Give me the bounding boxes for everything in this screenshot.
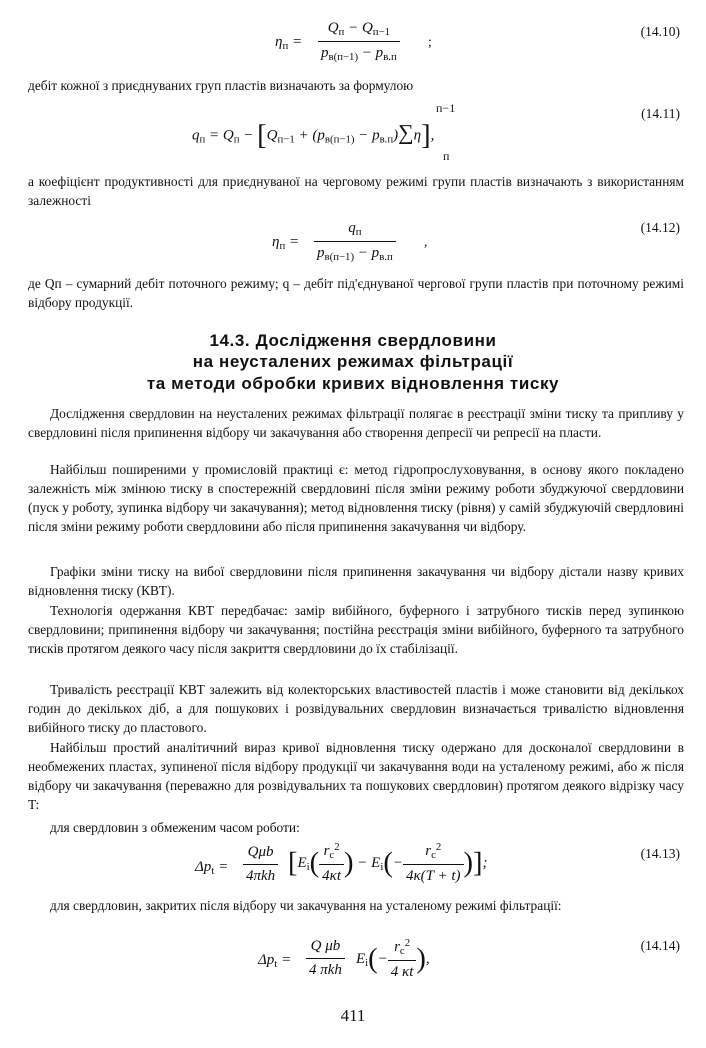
- section-heading: [0, 330, 706, 394]
- paragraph: Дослідження свердловин на неусталених режимах фільтрації полягає в реєстрації зміни тиску та припливу у свердловині після припинення відбору чи закачування або створення депресії чи репресії на пласти.: [28, 406, 684, 441]
- page-number: 411: [340, 1006, 366, 1025]
- paragraph: Графіки зміни тиску на вибої свердловини після припинення закачування чи відбору дістали назву кривих відновлення тиску (КВТ).: [28, 564, 684, 599]
- heading-line: та методи обробки кривих відновлення тиску: [146, 373, 560, 393]
- paragraph: для свердловин, закритих після відбору чи закачування на усталеному режимі фільтрації:: [50, 898, 562, 913]
- equation-number: (14.14): [640, 938, 680, 953]
- paragraph: Найбільш простий аналітичний вираз кривої відновлення тиску одержано для досконалої свердловини в необмежених пластах, зупиненої після відбору продукції чи закачування води на усталеному режимі, або ж після відбору чи закачування (переважно для розвідувальних та пошукових свердловин) протягом деякого відрізку часу T:: [28, 740, 684, 813]
- paragraph: дебіт кожної з приєднуваних груп пластів визначають за формулою: [28, 78, 414, 93]
- paragraph: для свердловин з обмеженим часом роботи:: [50, 820, 300, 835]
- equation-number: (14.10): [640, 24, 680, 39]
- paragraph: Тривалість реєстрації КВТ залежить від колекторських властивостей пластів і може становити від декількох годин до декількох діб, а для пошукових і розвідувальних свердловин визначається тривалістю відновлення вибійного тиску до пластового.: [28, 682, 684, 736]
- equation-number: (14.12): [640, 220, 680, 235]
- heading-line: 14.3. Дослідження свердловини: [209, 331, 497, 350]
- heading-line: на неусталених режимах фільтрації: [192, 352, 514, 372]
- equation-number: (14.11): [641, 106, 680, 121]
- paragraph: а коефіцієнт продуктивності для приєднуваної на черговому режимі групи пластів визначають з використанням залежності: [28, 174, 684, 209]
- paragraph: де Qп – сумарний дебіт поточного режиму; q – дебіт під'єднуваної чергової групи пластів при поточному режимі відбору продукції.: [28, 276, 684, 311]
- paragraph: Технологія одержання КВТ передбачає: замір вибійного, буферного і затрубного тисків перед зупинкою свердловини; припинення відбору чи закачування; постійна реєстрація зміни вибійного, буферного та затрубного тисків протягом деякого часу після закриття свердловини до їх стабілізації.: [28, 603, 684, 657]
- paragraph: Найбільш поширеними у промисловій практиці є: метод гідропрослуховування, в основу якого покладено залежність між змінюю тиску в спостережній свердловині після зміни режиму роботи збуджуючої свердловини (пуск у роботу, зупинка відбору чи закачування); метод відновлення тиску (рівня) у самій збуджуючій свердловині після зміни режиму роботи свердловини або після припинення закачування чи відбору.: [28, 462, 684, 535]
- equation-number: (14.13): [640, 846, 680, 861]
- book-page: $\eta_п$ = $Q_п - Q_{п-1}$ $p_{в(п-1)} - p_{в.п}$ ; (14.10) дебіт кожної з приєднуваних груп пластів визначають за формулою п−1 $q_п = Q_п - [Q_{п-1} + (p_{в(п-1)} - p_{в.п})\sum\eta]$, п (14.11) а коефіцієнт продуктивності для приєднуваної на черговому режимі групи пластів визначають з використанням залежності $\eta_п$ = $q_п$ $p_{в(п-1)} - p_{в.п}$ , (14.12) де Qп – сумарний дебіт поточного режиму; q – дебіт під'єднуваної чергової групи пластів при поточному режимі відбору продукції. 14.3. Дослідження свердловини на неусталених режимах фільтрації та методи обробки кривих відновлення тиску Дослідження свердловин на неусталених режимах фільтрації полягає в реєстрації зміни тиску та припливу у свердловині після припинення відбору чи закачування або створення депресії чи репресії на пласти. Найбільш поширеними у промисловій практиці є: метод гідропрослуховування, в основу якого покладено залежність між змінюю тиску в спостережній свердловині після зміни режиму роботи збуджуючої свердловини (пуск у роботу, зупинка відбору чи закачування); метод відновлення тиску (рівня) у самій збуджуючій свердловині після зміни режиму роботи свердловини або після припинення закачування чи відбору. Графіки зміни тиску на вибої свердловини після припинення закачування чи відбору дістали назву кривих відновлення тиску (КВТ). Технологія одержання КВТ передбачає: замір вибійного, буферного і затрубного тисків перед зупинкою свердловини; припинення відбору чи закачування; постійна реєстрація зміни вибійного, буферного та затрубного тисків протягом деякого часу після закриття свердловини до їх стабілізації. Тривалість реєстрації КВТ залежить від колекторських властивостей пластів і може становити від декількох годин до декількох діб, а для пошукових і розвідувальних свердловин визначається тривалістю відновлення вибійного тиску до пластового. Найбільш простий аналітичний вираз кривої відновлення тиску одержано для досконалої свердловини в необмежених пластах, зупиненої після відбору продукції чи закачування води на усталеному режимі, або ж після відбору чи закачування (переважно для розвідувальних та пошукових свердловин) протягом деякого відрізку часу T: для свердловин з обмеженим часом роботи: $\Delta p_t$ = Qμb 4πkh [$E_i$( $\frac{r_c^2}{4\kappa t}$ ) − $E_i(-$ $\frac{r_c^2}{4\kappa(T + t)}$ )]; (14.13) для свердловин, закритих після відбору чи закачування на усталеному режимі фільтрації: $\Delta p_t$ = Q μb 4 πkh $E_i(-$ $\frac{r_c^2}{4 \kappa t}$ ), (14.14) 411: [0, 0, 706, 1048]
